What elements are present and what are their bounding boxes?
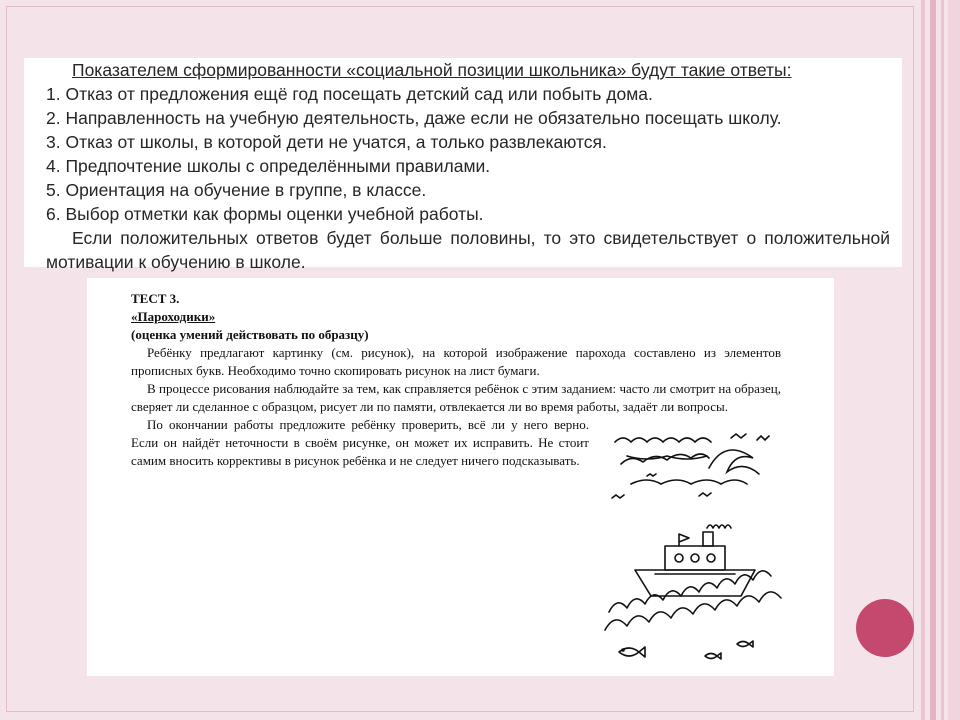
criteria-item: 2. Направленность на учебную деятельность, даже если не обязательно посещать школу. (46, 108, 782, 128)
criteria-item: 6. Выбор отметки как формы оценки учебной работы. (46, 204, 484, 224)
criteria-panel (24, 58, 902, 272)
test-title: ТЕСТ 3. (131, 291, 180, 306)
criteria-conclusion: Если положительных ответов будет больше половины, то это свидетельствует о положительной мотивации к обучению в школе. (46, 228, 890, 272)
criteria-item: 3. Отказ от школы, в которой дети не учатся, а только развлекаются. (46, 132, 607, 152)
criteria-item: 5. Ориентация на обучение в группе, в классе. (46, 180, 427, 200)
test-paragraph: По окончании работы предложите ребёнку проверить, всё ли у него верно. Если он найдёт неточности в своём рисунке, он может их исправить. Не стоит самим вносить коррективы в рисунок ребёнка и не следует ничего подсказывать. (131, 417, 589, 468)
accent-circle (856, 599, 914, 657)
criteria-item: 4. Предпочтение школы с определёнными правилами. (46, 156, 491, 176)
criteria-item: 1. Отказ от предложения ещё год посещать детский сад или побыть дома. (46, 84, 653, 104)
test-subtitle: (оценка умений действовать по образцу) (131, 327, 369, 342)
decor-stripe (921, 0, 925, 720)
criteria-heading: Показателем сформированности «социальной позиции школьника» будут такие ответы: (72, 60, 792, 80)
test-document (87, 278, 834, 676)
decor-stripe (948, 0, 960, 720)
test-paragraph: Ребёнку предлагают картинку (см. рисунок), на которой изображение парохода составлено из элементов прописных букв. Необходимо точно скопировать рисунок на лист бумаги. (131, 345, 781, 378)
waves-birds-drawing (607, 428, 787, 508)
decor-stripe (930, 0, 936, 720)
steamship-drawing (595, 520, 785, 670)
decor-stripe (941, 0, 944, 720)
test-name: «Пароходики» (131, 309, 216, 324)
test-paragraph: В процессе рисования наблюдайте за тем, как справляется ребёнок с этим заданием: часто ли смотрит на образец, сверяет ли сделанное с образцом, рисует ли по памяти, отвлекается ли во время работы, задаёт ли вопросы. (131, 381, 781, 414)
